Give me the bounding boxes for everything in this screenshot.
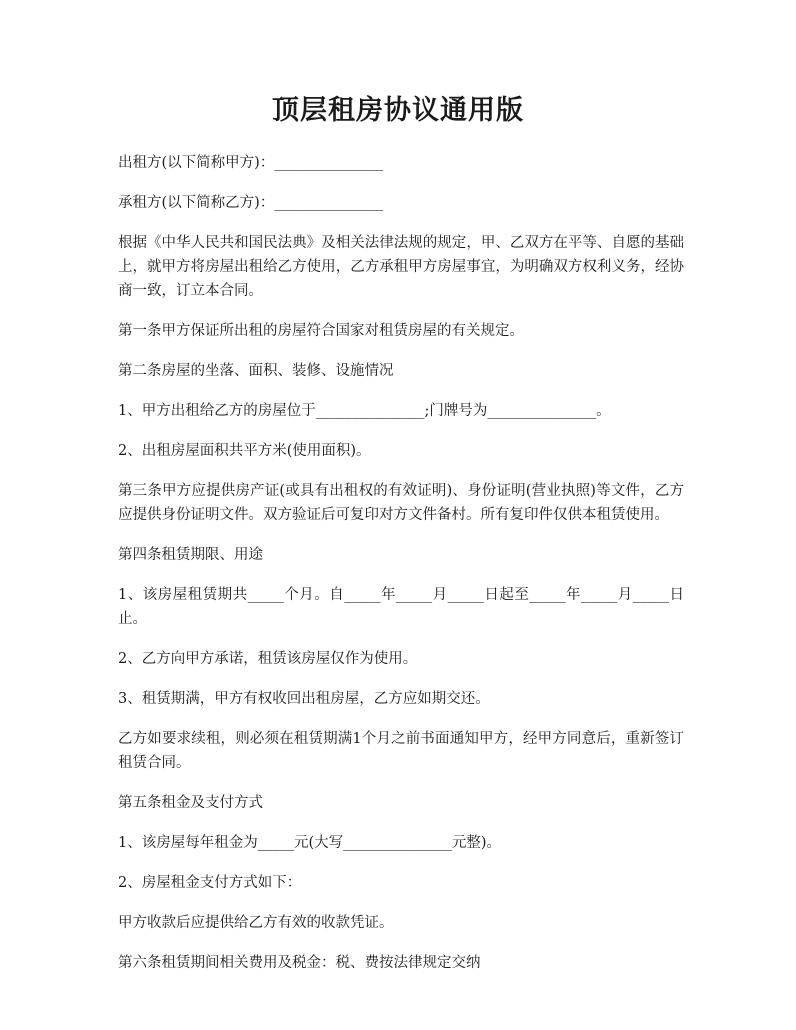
document-body bbox=[118, 151, 684, 991]
article-2-item-1: 1、甲方出租给乙方的房屋位于_______________;门牌号为_______________。 bbox=[118, 403, 611, 419]
document-title: 顶层租房协议通用版 bbox=[272, 95, 524, 126]
article-2-heading: 第二条房屋的坐落、面积、装修、设施情况 bbox=[118, 363, 394, 379]
article-5-item-2: 2、房屋租金支付方式如下： bbox=[118, 875, 302, 891]
article-6: 第六条租赁期间相关费用及税金：税、费按法律规定交纳 bbox=[118, 955, 481, 971]
article-5-item-1: 1、该房屋每年租金为_____元(大写_______________元整)。 bbox=[118, 835, 502, 851]
article-4-item-1: 1、该房屋租赁期共_____个月。自_____年_____月_____日起至_____年_____月_____日止。 bbox=[118, 587, 684, 627]
article-3: 第三条甲方应提供房产证(或具有出租权的有效证明)、身份证明(营业执照)等文件，乙方应提供身份证明文件。双方验证后可复印对方文件备村。所有复印件仅供本租赁使用。 bbox=[118, 483, 684, 523]
lessee-line: 承租方(以下简称乙方)：_______________ bbox=[118, 195, 384, 211]
lessor-line: 出租方(以下简称甲方)：_______________ bbox=[118, 155, 384, 171]
article-5-heading: 第五条租金及支付方式 bbox=[118, 795, 263, 811]
renewal-paragraph: 乙方如要求续租，则必须在租赁期满1个月之前书面通知甲方，经甲方同意后，重新签订租赁合同。 bbox=[118, 731, 684, 771]
preamble-paragraph: 根据《中华人民共和国民法典》及相关法律法规的规定，甲、乙双方在平等、自愿的基础上，就甲方将房屋出租给乙方使用，乙方承租甲方房屋事宜，为明确双方权利义务，经协商一致，订立本合同。 bbox=[118, 235, 684, 299]
article-1: 第一条甲方保证所出租的房屋符合国家对租赁房屋的有关规定。 bbox=[118, 323, 524, 339]
article-2-item-2: 2、出租房屋面积共平方米(使用面积)。 bbox=[118, 443, 371, 459]
article-4-item-3: 3、租赁期满，甲方有权收回出租房屋，乙方应如期交还。 bbox=[118, 691, 490, 707]
receipt-paragraph: 甲方收款后应提供给乙方有效的收款凭证。 bbox=[118, 915, 394, 931]
article-4-item-2: 2、乙方向甲方承诺，租赁该房屋仅作为使用。 bbox=[118, 651, 418, 667]
article-4-heading: 第四条租赁期限、用途 bbox=[118, 547, 263, 563]
